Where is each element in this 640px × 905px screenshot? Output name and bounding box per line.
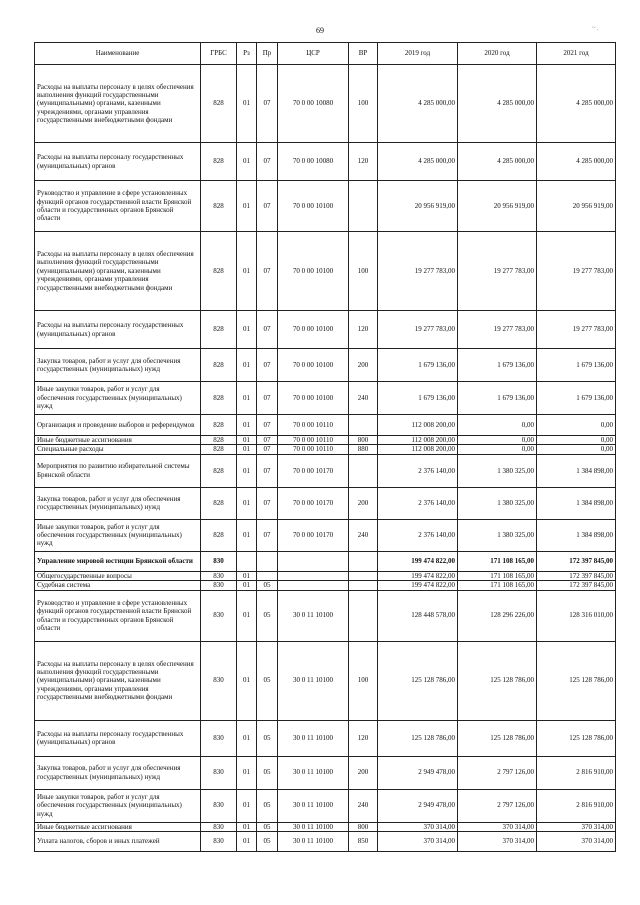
cell-2021: 4 285 000,00 [537, 65, 616, 143]
cell-pr: 05 [257, 581, 278, 590]
cell-csr: 70 0 00 10110 [278, 445, 349, 454]
cell-name: Мероприятия по развитию избирательной системы Брянской области [35, 454, 201, 487]
cell-vr: 120 [349, 311, 378, 349]
cell-rz: 01 [237, 181, 257, 232]
cell-vr: 200 [349, 756, 378, 789]
cell-grbs: 828 [201, 487, 237, 519]
cell-grbs: 828 [201, 349, 237, 382]
cell-2019: 112 008 200,00 [378, 445, 458, 454]
cell-vr: 800 [349, 436, 378, 445]
cell-grbs: 828 [201, 519, 237, 551]
cell-2019: 2 949 478,00 [378, 756, 458, 789]
cell-pr: 07 [257, 181, 278, 232]
cell-csr: 30 0 11 10100 [278, 789, 349, 822]
cell-csr: 70 0 00 10100 [278, 349, 349, 382]
cell-2019: 125 128 786,00 [378, 641, 458, 720]
cell-grbs: 828 [201, 181, 237, 232]
table-row [35, 487, 616, 519]
cell-2019: 370 314,00 [378, 831, 458, 851]
cell-2019: 125 128 786,00 [378, 720, 458, 756]
table-row [35, 641, 616, 720]
cell-2020: 1 679 136,00 [458, 349, 537, 382]
cell-pr: 05 [257, 756, 278, 789]
cell-2020: 1 380 325,00 [458, 454, 537, 487]
cell-rz: 01 [237, 311, 257, 349]
header-2020: 2020 год [458, 43, 537, 65]
cell-2019: 1 679 136,00 [378, 349, 458, 382]
cell-rz: 01 [237, 581, 257, 590]
cell-rz: 01 [237, 487, 257, 519]
cell-vr [349, 551, 378, 571]
cell-2019: 2 949 478,00 [378, 789, 458, 822]
cell-2021: 19 277 783,00 [537, 311, 616, 349]
table-row [35, 720, 616, 756]
cell-vr: 120 [349, 143, 378, 181]
cell-2020: 128 296 226,00 [458, 590, 537, 641]
cell-rz: 01 [237, 436, 257, 445]
cell-grbs: 830 [201, 720, 237, 756]
table-header-row [35, 43, 616, 65]
cell-csr: 70 0 00 10170 [278, 487, 349, 519]
cell-grbs: 828 [201, 232, 237, 311]
cell-2021: 1 384 898,00 [537, 519, 616, 551]
cell-rz: 01 [237, 789, 257, 822]
cell-rz: 01 [237, 382, 257, 415]
cell-2020: 370 314,00 [458, 831, 537, 851]
cell-grbs: 830 [201, 756, 237, 789]
cell-rz: 01 [237, 143, 257, 181]
cell-vr [349, 415, 378, 436]
cell-rz: 01 [237, 445, 257, 454]
header-2019: 2019 год [378, 43, 458, 65]
cell-2020: 171 108 165,00 [458, 551, 537, 571]
header-2021: 2021 год [537, 43, 616, 65]
table-row [35, 65, 616, 143]
cell-csr: 70 0 00 10110 [278, 415, 349, 436]
cell-grbs: 830 [201, 551, 237, 571]
cell-name: Закупка товаров, работ и услуг для обеспечения государственных (муниципальных) нужд [35, 349, 201, 382]
cell-2020: 1 679 136,00 [458, 382, 537, 415]
cell-2019: 199 474 822,00 [378, 571, 458, 580]
cell-name: Иные бюджетные ассигнования [35, 822, 201, 831]
cell-name: Иные закупки товаров, работ и услуг для обеспечения государственных (муниципальных) нужд [35, 789, 201, 822]
cell-2021: 2 816 910,00 [537, 789, 616, 822]
cell-2019: 199 474 822,00 [378, 581, 458, 590]
page-number: 69 [316, 26, 324, 35]
header-name: Наименование [35, 43, 201, 65]
cell-2020: 4 285 000,00 [458, 143, 537, 181]
cell-csr: 30 0 11 10100 [278, 831, 349, 851]
cell-vr: 880 [349, 445, 378, 454]
cell-vr [349, 581, 378, 590]
cell-pr: 07 [257, 382, 278, 415]
table-body [35, 65, 616, 852]
cell-name: Иные бюджетные ассигнования [35, 436, 201, 445]
cell-csr [278, 571, 349, 580]
cell-rz: 01 [237, 641, 257, 720]
table-row [35, 581, 616, 590]
cell-pr: 05 [257, 720, 278, 756]
cell-vr [349, 454, 378, 487]
cell-2021: 0,00 [537, 445, 616, 454]
cell-pr: 07 [257, 519, 278, 551]
cell-2019: 128 448 578,00 [378, 590, 458, 641]
cell-csr [278, 581, 349, 590]
cell-2021: 125 128 786,00 [537, 641, 616, 720]
table-row [35, 454, 616, 487]
cell-name: Иные закупки товаров, работ и услуг для обеспечения государственных (муниципальных) нужд [35, 519, 201, 551]
cell-csr: 30 0 11 10100 [278, 641, 349, 720]
cell-rz: 01 [237, 720, 257, 756]
table-row [35, 789, 616, 822]
cell-2021: 0,00 [537, 436, 616, 445]
cell-2020: 19 277 783,00 [458, 232, 537, 311]
cell-vr: 200 [349, 487, 378, 519]
cell-2020: 4 285 000,00 [458, 65, 537, 143]
cell-csr: 70 0 00 10170 [278, 454, 349, 487]
table-row [35, 311, 616, 349]
cell-grbs: 828 [201, 65, 237, 143]
table-row [35, 181, 616, 232]
cell-pr [257, 571, 278, 580]
cell-grbs: 828 [201, 382, 237, 415]
cell-name: Общегосударственные вопросы [35, 571, 201, 580]
cell-rz: 01 [237, 519, 257, 551]
cell-grbs: 830 [201, 831, 237, 851]
cell-name: Закупка товаров, работ и услуг для обеспечения государственных (муниципальных) нужд [35, 487, 201, 519]
cell-vr [349, 181, 378, 232]
cell-2021: 1 679 136,00 [537, 349, 616, 382]
cell-vr: 200 [349, 349, 378, 382]
cell-name: Судебная система [35, 581, 201, 590]
cell-vr: 850 [349, 831, 378, 851]
cell-2020: 171 108 165,00 [458, 571, 537, 580]
cell-rz: 01 [237, 65, 257, 143]
table-row [35, 349, 616, 382]
cell-csr: 70 0 00 10080 [278, 143, 349, 181]
table-row [35, 756, 616, 789]
cell-2019: 19 277 783,00 [378, 232, 458, 311]
header-vr: ВР [349, 43, 378, 65]
cell-grbs: 830 [201, 822, 237, 831]
table-row [35, 831, 616, 851]
cell-name: Управление мировой юстиции Брянской области [35, 551, 201, 571]
cell-2019: 112 008 200,00 [378, 436, 458, 445]
cell-pr: 05 [257, 822, 278, 831]
cell-pr [257, 551, 278, 571]
cell-name: Закупка товаров, работ и услуг для обеспечения государственных (муниципальных) нужд [35, 756, 201, 789]
cell-pr: 05 [257, 789, 278, 822]
cell-grbs: 828 [201, 436, 237, 445]
header-rz: Рз [237, 43, 257, 65]
cell-name: Расходы на выплаты персоналу в целях обеспечения выполнения функций государственными (муниципальными) органами, казенными учреждениями, органами управления государственными внебюджетными фондами [35, 232, 201, 311]
table-row [35, 436, 616, 445]
cell-pr: 07 [257, 415, 278, 436]
cell-2019: 1 679 136,00 [378, 382, 458, 415]
cell-2019: 4 285 000,00 [378, 65, 458, 143]
cell-rz: 01 [237, 756, 257, 789]
cell-csr: 70 0 00 10100 [278, 382, 349, 415]
table-row [35, 232, 616, 311]
cell-rz [237, 551, 257, 571]
cell-2021: 1 384 898,00 [537, 487, 616, 519]
cell-2021: 370 314,00 [537, 831, 616, 851]
cell-rz: 01 [237, 232, 257, 311]
table-row [35, 519, 616, 551]
table-row [35, 415, 616, 436]
cell-rz: 01 [237, 454, 257, 487]
cell-csr: 70 0 00 10080 [278, 65, 349, 143]
cell-name: Руководство и управление в сфере установленных функций органов государственной власти Брянской области и государственных органов Брянской области [35, 590, 201, 641]
cell-name: Специальные расходы [35, 445, 201, 454]
cell-2021: 20 956 919,00 [537, 181, 616, 232]
cell-2020: 125 128 786,00 [458, 641, 537, 720]
cell-2020: 2 797 126,00 [458, 789, 537, 822]
cell-csr: 70 0 00 10100 [278, 311, 349, 349]
cell-2020: 0,00 [458, 415, 537, 436]
cell-csr: 30 0 11 10100 [278, 590, 349, 641]
cell-grbs: 828 [201, 445, 237, 454]
cell-csr [278, 551, 349, 571]
table-row [35, 382, 616, 415]
cell-2021: 172 397 845,00 [537, 581, 616, 590]
cell-2019: 112 008 200,00 [378, 415, 458, 436]
cell-2021: 2 816 910,00 [537, 756, 616, 789]
cell-rz: 01 [237, 349, 257, 382]
cell-grbs: 828 [201, 454, 237, 487]
cell-name: Уплата налогов, сборов и иных платежей [35, 831, 201, 851]
cell-2021: 19 277 783,00 [537, 232, 616, 311]
cell-2021: 4 285 000,00 [537, 143, 616, 181]
cell-2020: 20 956 919,00 [458, 181, 537, 232]
cell-name: Организация и проведение выборов и референдумов [35, 415, 201, 436]
table-row [35, 143, 616, 181]
header-pr: Пр [257, 43, 278, 65]
table-row [35, 822, 616, 831]
cell-vr: 120 [349, 720, 378, 756]
cell-2020: 2 797 126,00 [458, 756, 537, 789]
cell-2020: 19 277 783,00 [458, 311, 537, 349]
cell-2021: 172 397 845,00 [537, 551, 616, 571]
cell-2021: 172 397 845,00 [537, 571, 616, 580]
cell-rz: 01 [237, 415, 257, 436]
cell-2019: 370 314,00 [378, 822, 458, 831]
cell-rz: 01 [237, 822, 257, 831]
cell-vr: 100 [349, 65, 378, 143]
cell-pr: 07 [257, 311, 278, 349]
cell-grbs: 828 [201, 311, 237, 349]
cell-pr: 07 [257, 487, 278, 519]
cell-pr: 05 [257, 831, 278, 851]
cell-pr: 07 [257, 349, 278, 382]
cell-name: Расходы на выплаты персоналу в целях обеспечения выполнения функций государственными (муниципальными) органами, казенными учреждениями, органами управления государственными внебюджетными фондами [35, 65, 201, 143]
cell-name: Расходы на выплаты персоналу государственных (муниципальных) органов [35, 311, 201, 349]
cell-2021: 1 384 898,00 [537, 454, 616, 487]
cell-pr: 07 [257, 232, 278, 311]
cell-vr [349, 571, 378, 580]
budget-table [34, 42, 616, 852]
cell-2019: 2 376 140,00 [378, 454, 458, 487]
cell-2020: 1 380 325,00 [458, 487, 537, 519]
cell-2021: 0,00 [537, 415, 616, 436]
cell-2019: 2 376 140,00 [378, 487, 458, 519]
cell-2020: 1 380 325,00 [458, 519, 537, 551]
cell-2020: 0,00 [458, 436, 537, 445]
cell-vr [349, 590, 378, 641]
cell-2019: 4 285 000,00 [378, 143, 458, 181]
cell-2020: 125 128 786,00 [458, 720, 537, 756]
cell-pr: 07 [257, 436, 278, 445]
cell-2019: 20 956 919,00 [378, 181, 458, 232]
cell-grbs: 830 [201, 641, 237, 720]
header-grbs: ГРБС [201, 43, 237, 65]
table-row [35, 445, 616, 454]
cell-2019: 2 376 140,00 [378, 519, 458, 551]
table-row [35, 571, 616, 580]
cell-vr: 240 [349, 519, 378, 551]
table-row [35, 551, 616, 571]
cell-csr: 30 0 11 10100 [278, 720, 349, 756]
cell-vr: 100 [349, 641, 378, 720]
cell-rz: 01 [237, 590, 257, 641]
cell-csr: 30 0 11 10100 [278, 822, 349, 831]
cell-grbs: 828 [201, 415, 237, 436]
cell-grbs: 830 [201, 789, 237, 822]
cell-pr: 07 [257, 454, 278, 487]
cell-pr: 05 [257, 641, 278, 720]
cell-2020: 370 314,00 [458, 822, 537, 831]
cell-2020: 0,00 [458, 445, 537, 454]
cell-csr: 70 0 00 10100 [278, 232, 349, 311]
cell-2021: 370 314,00 [537, 822, 616, 831]
cell-pr: 07 [257, 445, 278, 454]
cell-name: Расходы на выплаты персоналу государственных (муниципальных) органов [35, 143, 201, 181]
cell-name: Расходы на выплаты персоналу в целях обеспечения выполнения функций государственными (муниципальными) органами, казенными учреждениями, органами управления государственными внебюджетными фондами [35, 641, 201, 720]
cell-grbs: 830 [201, 590, 237, 641]
cell-rz: 01 [237, 831, 257, 851]
cell-vr: 240 [349, 382, 378, 415]
cell-pr: 07 [257, 65, 278, 143]
cell-2019: 19 277 783,00 [378, 311, 458, 349]
cell-name: Расходы на выплаты персоналу государственных (муниципальных) органов [35, 720, 201, 756]
cell-csr: 70 0 00 10100 [278, 181, 349, 232]
table-row [35, 590, 616, 641]
cell-2021: 1 679 136,00 [537, 382, 616, 415]
cell-name: Иные закупки товаров, работ и услуг для обеспечения государственных (муниципальных) нужд [35, 382, 201, 415]
cell-csr: 30 0 11 10100 [278, 756, 349, 789]
cell-2021: 128 316 010,00 [537, 590, 616, 641]
cell-csr: 70 0 00 10170 [278, 519, 349, 551]
scan-mark: ~. [592, 24, 600, 32]
cell-rz: 01 [237, 571, 257, 580]
cell-2021: 125 128 786,00 [537, 720, 616, 756]
cell-vr: 240 [349, 789, 378, 822]
cell-pr: 05 [257, 590, 278, 641]
header-csr: ЦСР [278, 43, 349, 65]
cell-grbs: 828 [201, 143, 237, 181]
cell-2020: 171 108 165,00 [458, 581, 537, 590]
cell-csr: 70 0 00 10110 [278, 436, 349, 445]
cell-vr: 100 [349, 232, 378, 311]
cell-pr: 07 [257, 143, 278, 181]
cell-grbs: 830 [201, 571, 237, 580]
cell-grbs: 830 [201, 581, 237, 590]
cell-2019: 199 474 822,00 [378, 551, 458, 571]
cell-vr: 800 [349, 822, 378, 831]
cell-name: Руководство и управление в сфере установленных функций органов государственной власти Брянской области и государственных органов Брянской области [35, 181, 201, 232]
